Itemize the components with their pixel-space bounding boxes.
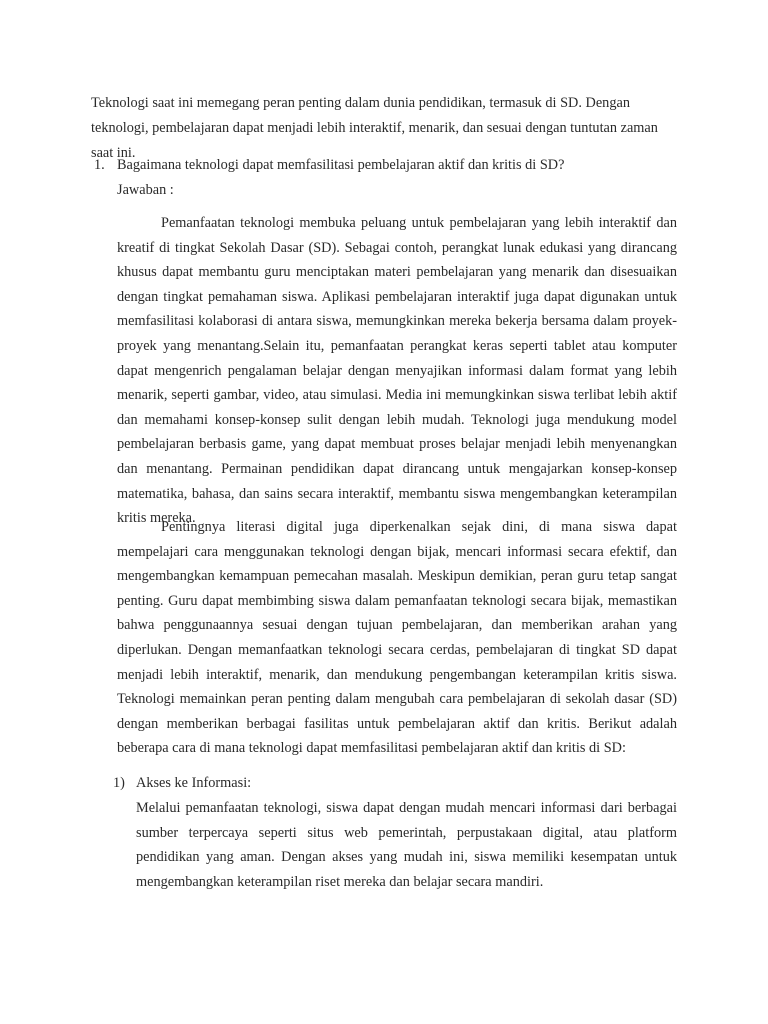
intro-paragraph: Teknologi saat ini memegang peran penting dalam dunia pendidikan, termasuk di SD. Dengan teknologi, pembelajaran dapat menjadi lebih interaktif, menarik, dan sesuai dengan tuntutan zaman saat ini. bbox=[91, 95, 658, 161]
answer-label: Jawaban : bbox=[117, 182, 174, 198]
sub-item-title: Akses ke Informasi: bbox=[136, 775, 252, 791]
answer-paragraph-1: Pemanfaatan teknologi membuka peluang untuk pembelajaran yang lebih interaktif dan kreatif di tingkat Sekolah Dasar (SD). Sebagai contoh, perangkat lunak edukasi yang dirancang khusus dapat membantu guru menciptakan materi pembelajaran yang menarik dan disesuaikan dengan tingkat pemahaman siswa. Aplikasi pembelajaran interaktif juga dapat digunakan untuk memfasilitasi kolaborasi di antara siswa, memungkinkan mereka bekerja bersama dalam proyek-proyek yang menantang.Selain itu, pemanfaatan perangkat keras seperti tablet atau komputer dapat mengenrich pengalaman belajar dengan menyajikan informasi dalam format yang lebih menarik, seperti gambar, video, atau simulasi. Media ini memungkinkan siswa terlibat lebih aktif dan memahami konsep-konsep sulit dengan lebih mudah. Teknologi juga mendukung model pembelajaran berbasis game, yang dapat membuat proses belajar menjadi lebih menyenangkan dan menantang. Permainan pendidikan dapat dirancang untuk mengajarkan konsep-konsep matematika, bahasa, dan sains secara interaktif, membantu siswa mengembangkan keterampilan kritis mereka. bbox=[117, 215, 677, 527]
question-number: 1. bbox=[94, 157, 105, 173]
sub-item-body: Melalui pemanfaatan teknologi, siswa dapat dengan mudah mencari informasi dari berbagai sumber terpercaya seperti situs web pemerintah, perpustakaan digital, atau platform pendidikan yang aman. Dengan akses yang mudah ini, siswa memiliki kesempatan untuk mengembangkan keterampilan riset mereka dan belajar secara mandiri. bbox=[136, 800, 677, 890]
sub-item-number: 1) bbox=[113, 775, 125, 791]
question-text: Bagaimana teknologi dapat memfasilitasi pembelajaran aktif dan kritis di SD? bbox=[117, 157, 565, 173]
answer-paragraph-2: Pentingnya literasi digital juga diperkenalkan sejak dini, di mana siswa dapat mempelajari cara menggunakan teknologi dengan bijak, mencari informasi secara efektif, dan mengembangkan kemampuan pemecahan masalah. Meskipun demikian, peran guru tetap sangat penting. Guru dapat membimbing siswa dalam pemanfaatan teknologi secara bijak, memastikan bahwa penggunaannya sesuai dengan tujuan pembelajaran, dan memberikan arahan yang diperlukan. Dengan memanfaatkan teknologi secara cerdas, pembelajaran di tingkat SD dapat menjadi lebih interaktif, menarik, dan mendukung pengembangan keterampilan kritis siswa. Teknologi memainkan peran penting dalam mengubah cara pembelajaran di sekolah dasar (SD) dengan memberikan berbagai fasilitas untuk pembelajaran aktif dan kritis. Berikut adalah beberapa cara di mana teknologi dapat memfasilitasi pembelajaran aktif dan kritis di SD: bbox=[117, 519, 677, 757]
